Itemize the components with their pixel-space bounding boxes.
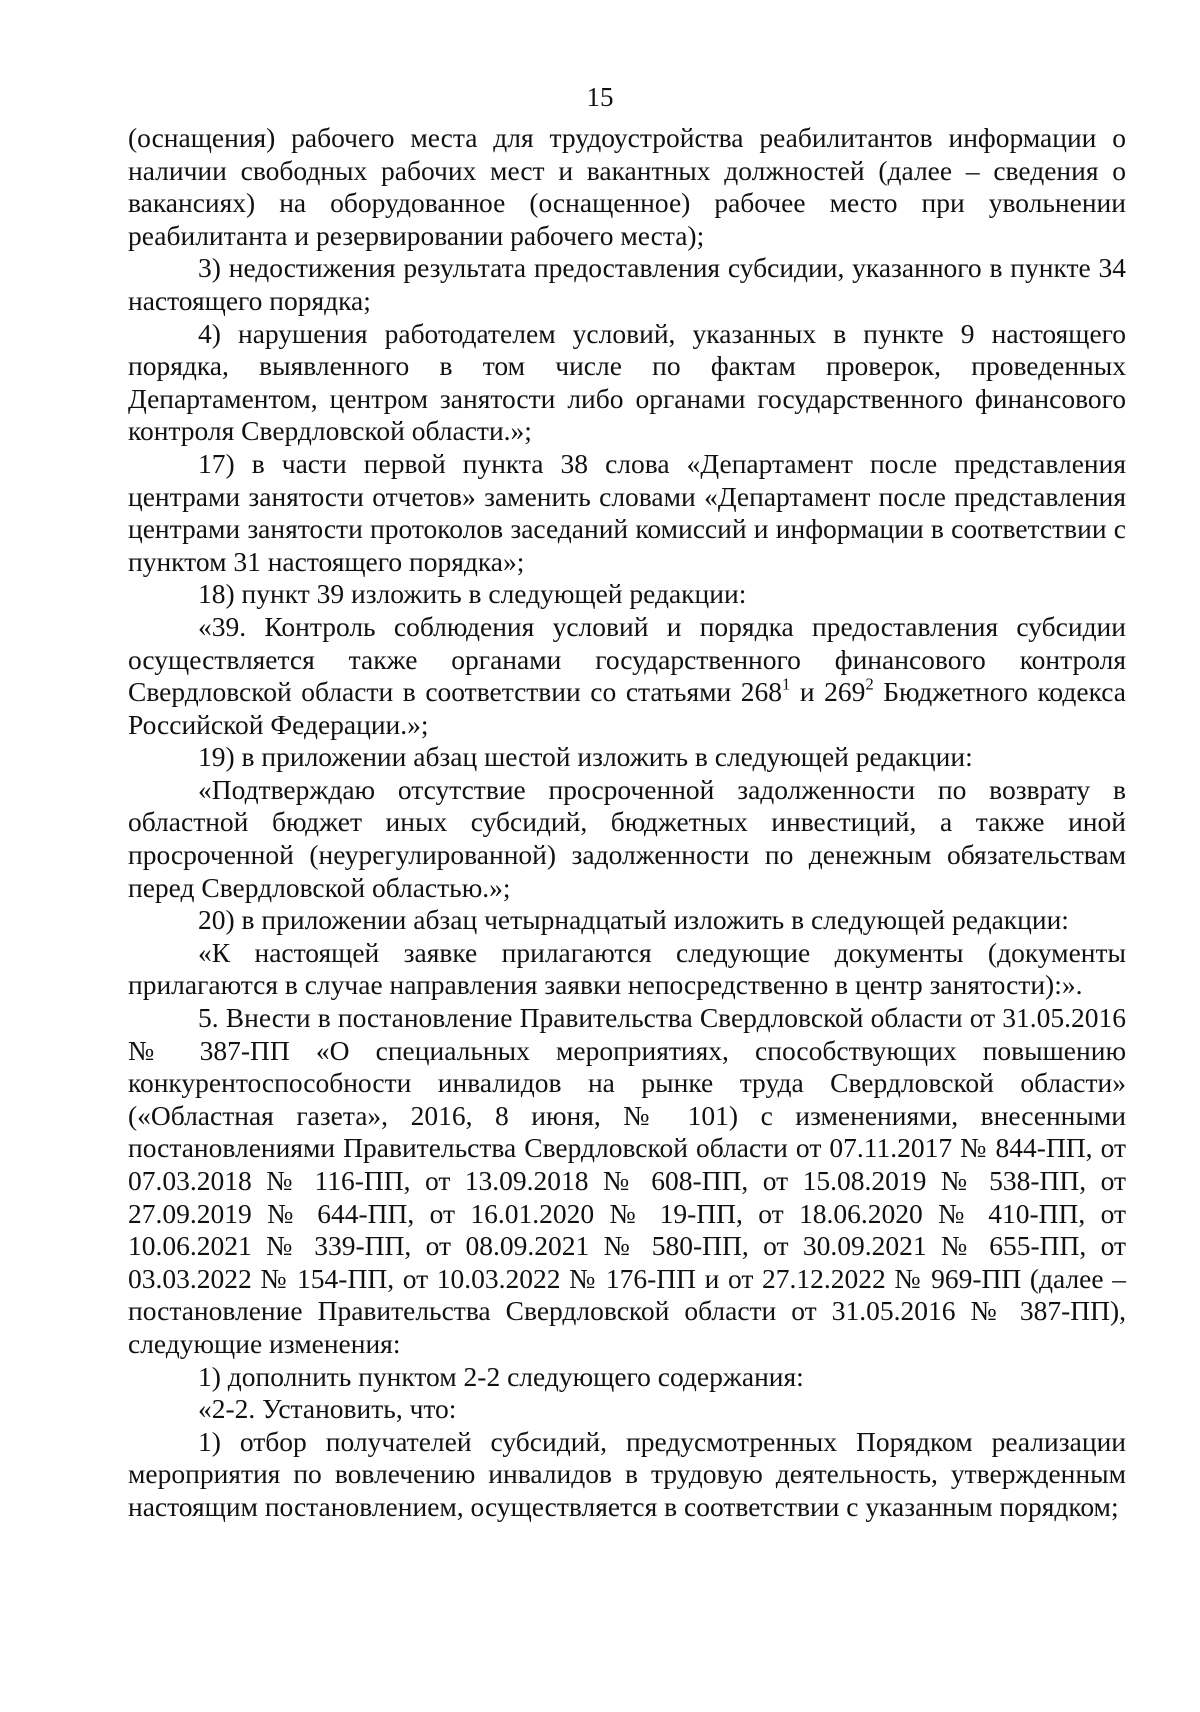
superscript-1: 1 bbox=[782, 674, 791, 694]
paragraph-attachments-quote: «К настоящей заявке прилагаются следующие документы (документы прилагаются в случае направления заявки непосредственно в центр занятости):». bbox=[128, 936, 1126, 1001]
page-number: 15 bbox=[586, 82, 614, 112]
superscript-2: 2 bbox=[865, 674, 874, 694]
document-body bbox=[128, 122, 1126, 1524]
paragraph-clause-2-2: «2-2. Установить, что: bbox=[198, 1393, 457, 1425]
clause-39-text-end: Бюджетного кодекса Российской Федерации.»; bbox=[128, 676, 1126, 740]
paragraph-item-18: 18) пункт 39 изложить в следующей редакции: bbox=[198, 578, 747, 610]
paragraph-clause-39 bbox=[128, 611, 1126, 741]
paragraph-continuation: (оснащения) рабочего места для трудоустройства реабилитантов информации о наличии свободных рабочих мест и вакантных должностей (далее – сведения о вакансиях) на оборудованное (оснащенное) рабочее место при увольнении реабилитанта и резервировании рабочего места); bbox=[128, 122, 1126, 251]
paragraph-item-17: 17) в части первой пункта 38 слова «Департамент после представления центрами занятости отчетов» заменить словами «Департамент после представления центрами занятости протоколов заседаний комиссий и информации в соответствии с пунктом 31 настоящего порядка»; bbox=[128, 447, 1126, 577]
clause-39-text-start: «39. Контроль соблюдения условий и порядка предоставления субсидии осуществляется также органами государственного финансового контроля Свердловской области в соответствии со статьями 268 bbox=[128, 610, 1126, 708]
paragraph-item-4: 4) нарушения работодателем условий, указанных в пункте 9 настоящего порядка, выявленного в том числе по фактам проверок, проведенных Департаментом, центром занятости либо органами государственного финансового контроля Свердловской области.»; bbox=[128, 317, 1126, 447]
paragraph-item-19: 19) в приложении абзац шестой изложить в следующей редакции: bbox=[198, 741, 973, 773]
paragraph-confirmation-quote: «Подтверждаю отсутствие просроченной задолженности по возврату в областной бюджет иных субсидий, бюджетных инвестиций, а также иной просроченной (неурегулированной) задолженности по денежным обязательствам перед Свердловской областью.»; bbox=[128, 773, 1126, 903]
paragraph-section-5: 5. Внести в постановление Правительства Свердловской области от 31.05.2016 № 387-ПП «О специальных мероприятиях, способствующих повышению конкурентоспособности инвалидов на рынке труда Свердловской области» («Областная газета», 2016, 8 июня, № 101) с изменениями, внесенными постановлениями Правительства Свердловской области от 07.11.2017 № 844-ПП, от 07.03.2018 № 116-ПП, от 13.09.2018 № 608-ПП, от 15.08.2019 № 538-ПП, от 27.09.2019 № 644-ПП, от 16.01.2020 № 19-ПП, от 18.06.2020 № 410-ПП, от 10.06.2021 № 339-ПП, от 08.09.2021 № 580-ПП, от 30.09.2021 № 655-ПП, от 03.03.2022 № 154-ПП, от 10.03.2022 № 176-ПП и от 27.12.2022 № 969-ПП (далее – постановление Правительства Свердловской области от 31.05.2016 № 387-ПП), следующие изменения: bbox=[128, 1002, 1126, 1359]
paragraph-amendment-1: 1) дополнить пунктом 2-2 следующего содержания: bbox=[198, 1360, 804, 1392]
paragraph-clause-2-2-item-1: 1) отбор получателей субсидий, предусмотренных Порядком реализации мероприятия по вовлечению инвалидов в трудовую деятельность, утвержденным настоящим постановлением, осуществляется в соответствии с указанным порядком; bbox=[128, 1425, 1126, 1522]
paragraph-item-3: 3) недостижения результата предоставления субсидии, указанного в пункте 34 настоящего порядка; bbox=[128, 252, 1126, 316]
paragraph-item-20: 20) в приложении абзац четырнадцатый изложить в следующей редакции: bbox=[198, 904, 1069, 936]
clause-39-text-middle: и 269 bbox=[790, 676, 866, 708]
